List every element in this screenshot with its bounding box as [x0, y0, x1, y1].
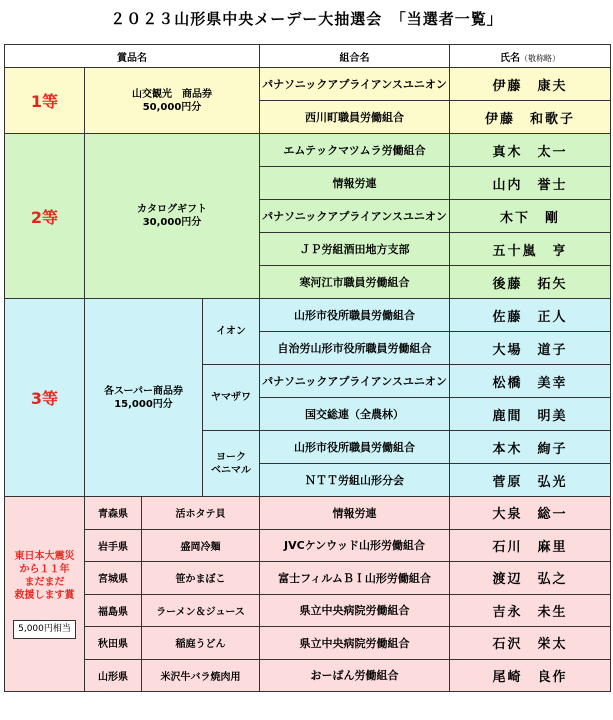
union-cell: パナソニックアプライアンスユニオン [260, 200, 450, 233]
name-cell: 大泉 総一 [450, 497, 611, 530]
table-row [5, 627, 611, 660]
union-cell: エムテックマツムラ労働組合 [260, 134, 450, 167]
union-cell: 情報労連 [260, 167, 450, 200]
grade2-prize [85, 134, 260, 299]
header-prize: 賞品名 [5, 45, 260, 68]
union-cell: 山形市役所職員労働組合 [260, 431, 450, 464]
name-cell: 山内 誉士 [450, 167, 611, 200]
header-name-note: （敬称略） [520, 53, 560, 63]
name-cell: 菅原 弘光 [450, 464, 611, 497]
store-yorkbenimaru [203, 431, 260, 497]
name-cell: 伊藤 和歌子 [450, 101, 611, 134]
table-row [5, 299, 611, 332]
union-cell: ＪＰ労組酒田地方支部 [260, 233, 450, 266]
special-line2: から１１年 [19, 563, 70, 575]
name-cell: 大場 道子 [450, 332, 611, 365]
special-price-badge: 5,000円相当 [13, 620, 76, 639]
table-row [5, 497, 611, 530]
name-cell: 尾崎 良作 [450, 659, 611, 692]
store-aeon: イオン [203, 299, 260, 365]
union-cell: 富士フィルムＢＩ山形労働組合 [260, 562, 450, 595]
header-union: 組合名 [260, 45, 450, 68]
name-cell: 石川 麻里 [450, 529, 611, 562]
grade1-label: 1等 [5, 68, 85, 134]
pref-cell: 宮城県 [85, 562, 142, 595]
winners-table [4, 44, 611, 692]
table-row [5, 659, 611, 692]
header-name-label: 氏名 [500, 52, 520, 64]
name-cell: 本木 絢子 [450, 431, 611, 464]
grade3-prize-line1: 各スーパー商品券 [104, 385, 183, 397]
store-yorkbenimaru-line1: ヨーク [216, 451, 246, 463]
special-line4: 救援します賞 [14, 589, 75, 601]
pref-cell: 秋田県 [85, 627, 142, 660]
union-cell: 自治労山形市役所職員労働組合 [260, 332, 450, 365]
pref-cell: 山形県 [85, 659, 142, 692]
union-cell: 情報労連 [260, 497, 450, 530]
pref-cell: 福島県 [85, 594, 142, 627]
table-row [5, 529, 611, 562]
grade3-prize [85, 299, 203, 497]
union-cell: ＮＴＴ労組山形分会 [260, 464, 450, 497]
name-cell: 吉永 未生 [450, 594, 611, 627]
special-line3: まだまだ [24, 576, 65, 588]
item-cell: ラーメン＆ジュース [142, 594, 260, 627]
special-line1: 東日本大震災 [14, 550, 75, 562]
header-name [450, 45, 611, 68]
union-cell: JVCケンウッド山形労働組合 [260, 529, 450, 562]
union-cell: パナソニックアプライアンスユニオン [260, 365, 450, 398]
table-row [5, 134, 611, 167]
grade1-prize-line2: 50,000円分 [142, 101, 202, 113]
union-cell: パナソニックアプライアンスユニオン [260, 68, 450, 101]
name-cell: 五十嵐 亨 [450, 233, 611, 266]
table-row [5, 594, 611, 627]
name-cell: 佐藤 正人 [450, 299, 611, 332]
pref-cell: 青森県 [85, 497, 142, 530]
union-cell: 寒河江市職員労働組合 [260, 266, 450, 299]
union-cell: 県立中央病院労働組合 [260, 627, 450, 660]
name-cell: 石沢 栄太 [450, 627, 611, 660]
name-cell: 松橋 美幸 [450, 365, 611, 398]
grade2-prize-line1: カタログギフト [137, 204, 207, 215]
name-cell: 鹿間 明美 [450, 398, 611, 431]
name-cell: 後藤 拓矢 [450, 266, 611, 299]
name-cell: 渡辺 弘之 [450, 562, 611, 595]
grade2-label: 2等 [5, 134, 85, 299]
union-cell: 山形市役所職員労働組合 [260, 299, 450, 332]
table-row [5, 562, 611, 595]
item-cell: 活ホタテ貝 [142, 497, 260, 530]
name-cell: 真木 太一 [450, 134, 611, 167]
grade2-prize-line2: 30,000円分 [142, 217, 202, 228]
item-cell: 盛岡冷麺 [142, 529, 260, 562]
item-cell: 稲庭うどん [142, 627, 260, 660]
union-cell: 県立中央病院労働組合 [260, 594, 450, 627]
item-cell: 笹かまぼこ [142, 562, 260, 595]
header-row [5, 45, 611, 68]
name-cell: 木下 剛 [450, 200, 611, 233]
union-cell: 国交総連（全農林） [260, 398, 450, 431]
pref-cell: 岩手県 [85, 529, 142, 562]
grade1-prize [85, 68, 260, 134]
union-cell: おーばん労働組合 [260, 659, 450, 692]
table-row [5, 68, 611, 101]
name-cell: 伊藤 康夫 [450, 68, 611, 101]
page-title: ２０２３山形県中央メーデー大抽選会 「当選者一覧」 [110, 10, 503, 28]
grade1-prize-line1: 山交観光 商品券 [132, 88, 212, 100]
special-prize-label [5, 497, 85, 692]
union-cell: 西川町職員労働組合 [260, 101, 450, 134]
item-cell: 米沢牛バラ焼肉用 [142, 659, 260, 692]
store-yorkbenimaru-line2: ベニマル [211, 464, 251, 476]
store-yamazawa: ヤマザワ [203, 365, 260, 431]
grade3-label: 3等 [5, 299, 85, 497]
grade3-prize-line2: 15,000円分 [114, 398, 173, 410]
